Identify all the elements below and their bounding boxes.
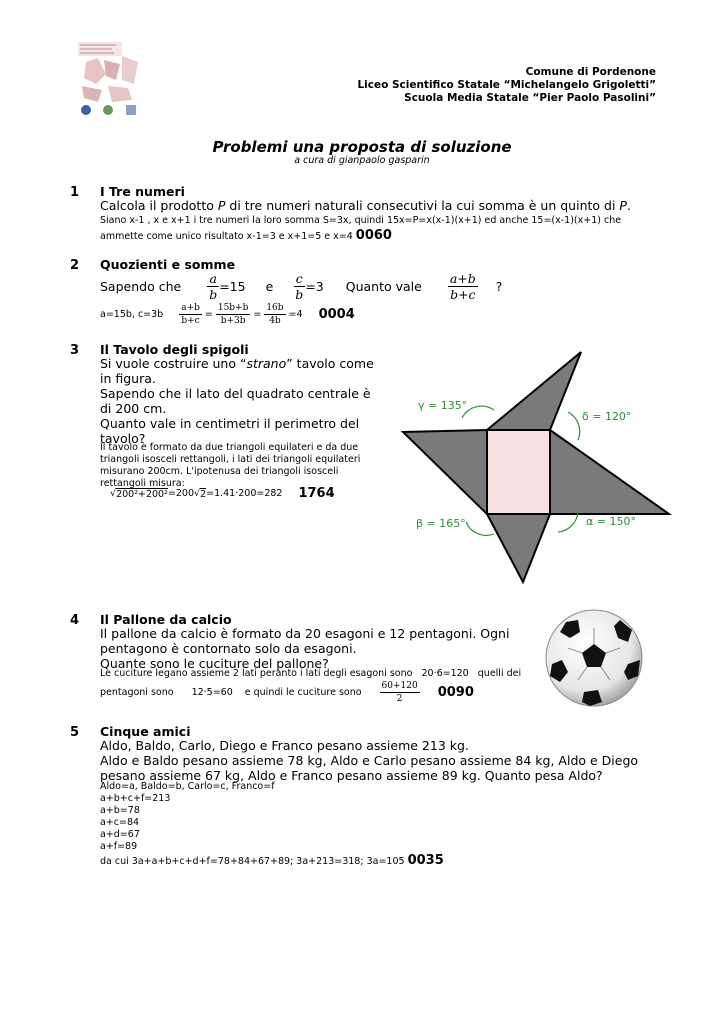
problem-4-number: 4: [70, 613, 80, 628]
problem-3-number: 3: [70, 343, 80, 358]
left-triangle: [403, 430, 487, 514]
page-title: Problemi una proposta di soluzione: [212, 138, 512, 156]
problem-2-solution: a=15b, c=3b $\frac{a+b}{b+c}$ = $\frac{15b+b}{b+3b}$ = $\frac{16b}{4b}$ =4 0004: [100, 303, 355, 326]
problem-4-solution-2: pentagoni sono 12·5=60 e quindi le cuciture sono $\frac{60+120}{2}$ 0090: [100, 681, 474, 704]
problem-5-answer: 0035: [407, 853, 444, 868]
table-figure: [398, 322, 678, 584]
problem-3-text: Si vuole costruire uno “strano” tavolo come in figura. Sapendo che il lato del quadrato centrale è di 200 cm. Quanto vale in centimetri il perimetro del tavolo?: [100, 356, 374, 446]
fraction-target: $\frac{a+b}{b+c}$: [449, 271, 476, 302]
header-line-1: Comune di Pordenone: [525, 66, 656, 78]
gamma-label: γ = 135°: [418, 399, 468, 412]
problem-4-answer: 0090: [437, 684, 474, 700]
problem-1-title: I Tre numeri: [100, 184, 185, 199]
problem-2-question: Sapendo che $\frac{a}{b}$ =15 e $\frac{c}{b}$ =3 Quanto vale $\frac{a+b}{b+c}$ ?: [100, 271, 503, 302]
problem-2-number: 2: [70, 258, 80, 273]
problem-1-solution: Siano x-1 , x e x+1 i tre numeri la loro somma S=3x, quindi 15x=P=x(x-1)(x+1) ed anche 15=(x-1)(x+1) che ammette come unico risultato x-1=3 e x+1=5 e x=4 0060: [100, 215, 622, 243]
alpha-label: α = 150°: [586, 515, 636, 528]
bottom-triangle: [487, 514, 550, 582]
fraction-c-over-b: $\frac{c}{b}$: [295, 271, 304, 302]
problem-1-number: 1: [70, 185, 80, 200]
school-logo: [76, 40, 146, 120]
problem-4-title: Il Pallone da calcio: [100, 612, 232, 627]
central-square: [487, 430, 550, 514]
problem-3-solution: Il tavolo è formato da due triangoli equilateri e da due triangoli isosceli rettangoli, i lati dei triangoli equilateri misurano 200cm. L'ipotenusa dei triangoli isosceli rettangoli misura:: [100, 442, 361, 489]
problem-1-answer: 0060: [355, 228, 392, 243]
right-triangle: [550, 430, 669, 514]
fraction-a-over-b: $\frac{a}{b}$: [209, 271, 218, 302]
problem-5-solution: Aldo=a, Baldo=b, Carlo=c, Franco=f a+b+c+f=213 a+b=78 a+c=84 a+d=67 a+f=89 da cui 3a+a+b+c+d+f=78+84+67+89; 3a+213=318; 3a=105 0035: [100, 781, 444, 868]
problem-3-title: Il Tavolo degli spigoli: [100, 342, 249, 357]
soccer-ball-image: [544, 608, 644, 708]
problem-3-formula: √ 200²+200² =200 √ 2 =1.41·200=282 1764: [110, 486, 335, 501]
header-line-3: Scuola Media Statale “Pier Paolo Pasolini”: [404, 92, 656, 104]
problem-3-answer: 1764: [298, 486, 335, 501]
header-block: [357, 66, 656, 105]
problem-4-solution: Le cuciture legano assieme 2 lati peranto i lati degli esagoni sono 20·6=120 quelli dei: [100, 668, 522, 679]
header-line-2: Liceo Scientifico Statale “Michelangelo Grigoletti”: [357, 79, 656, 91]
problem-2-title: Quozienti e somme: [100, 257, 236, 272]
problem-5-text: Aldo, Baldo, Carlo, Diego e Franco pesano assieme 213 kg. Aldo e Baldo pesano assieme 78 kg, Aldo e Carlo pesano assieme 84 kg, Aldo e Diego pesano assieme 67 kg, Aldo e Franco pesano assieme 89 kg. Quanto pesa Aldo?: [100, 738, 639, 783]
problem-2-answer: 0004: [318, 306, 355, 322]
page-subtitle: a cura di gianpaolo gasparin: [294, 155, 430, 166]
beta-label: β = 165°: [416, 517, 466, 530]
problem-5-number: 5: [70, 725, 80, 740]
delta-label: δ = 120°: [582, 410, 632, 423]
top-triangle: [487, 352, 581, 430]
problem-5-title: Cinque amici: [100, 724, 191, 739]
problem-1-text: Calcola il prodotto P di tre numeri naturali consecutivi la cui somma è un quinto di P.: [100, 198, 631, 213]
problem-4-text: Il pallone da calcio è formato da 20 esagoni e 12 pentagoni. Ogni pentagono è contornato solo da esagoni. Quante sono le cuciture del pallone?: [100, 626, 510, 671]
